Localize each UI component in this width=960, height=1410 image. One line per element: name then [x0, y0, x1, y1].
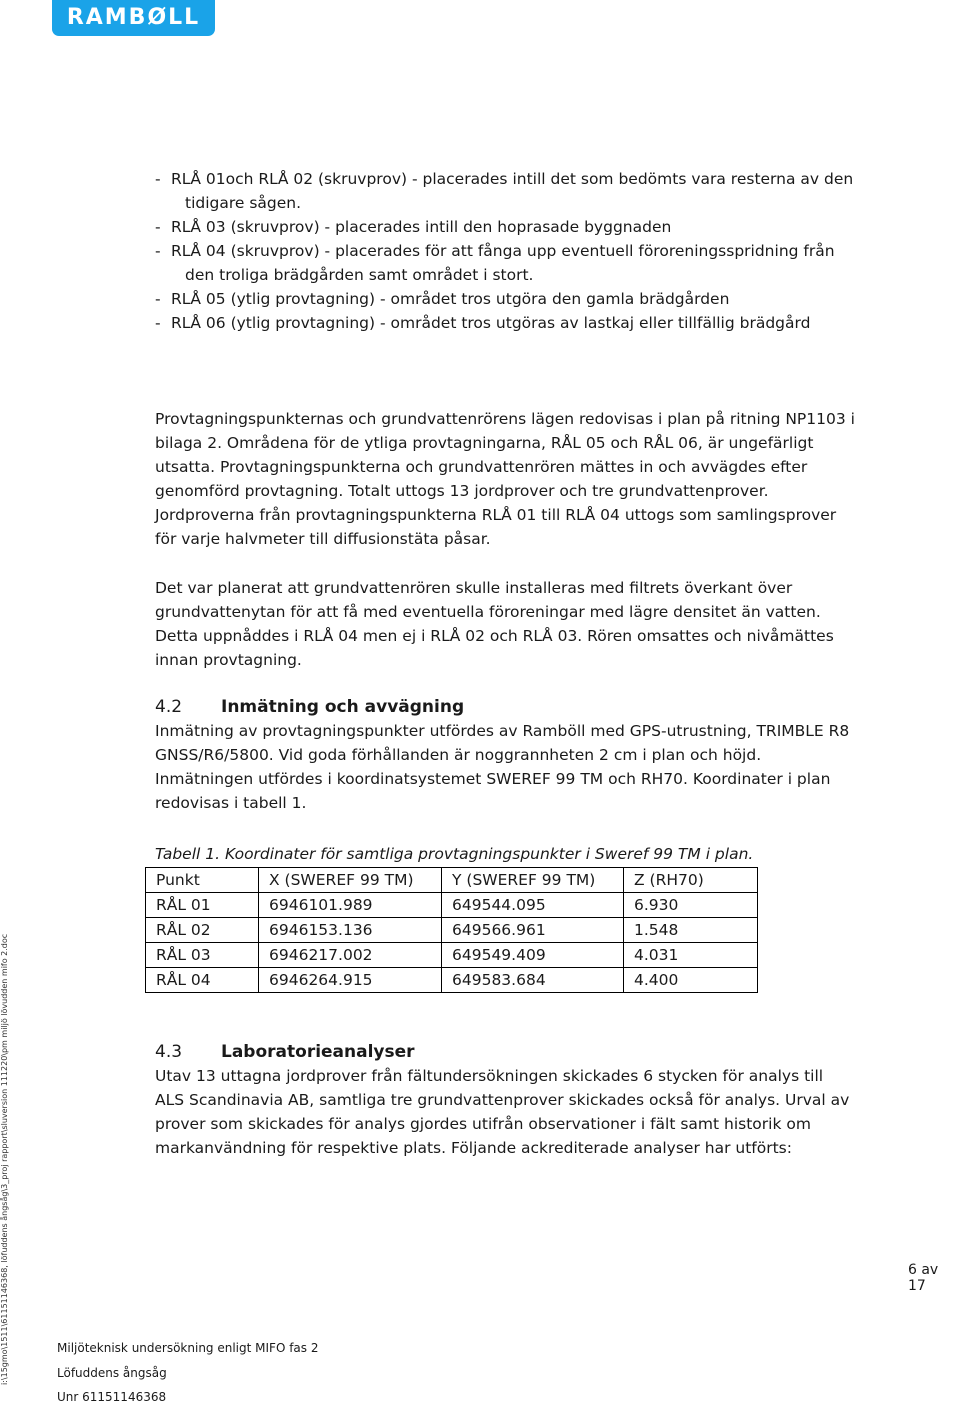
table-cell: 649544.095: [442, 893, 624, 918]
table-row: [146, 943, 758, 968]
table-cell: 649549.409: [442, 943, 624, 968]
list-dash: -: [155, 218, 161, 236]
table-cell: 6946217.002: [259, 943, 442, 968]
coordinates-table: [145, 867, 758, 993]
list-dash: -: [155, 242, 161, 260]
section-title: Laboratorieanalyser: [221, 1042, 415, 1062]
paragraph-groundwater-tubes: Det var planerat att grundvattenrören skulle installeras med filtrets överkant över grundvattenytan för att få med eventuella föroreningar med lägre densitet än vatten. Detta uppnåddes i RLÅ 04 men ej i RLÅ 02 och RLÅ 03. Rören omsattes och nivåmättes innan provtagning.: [155, 579, 834, 669]
table-cell: 1.548: [624, 918, 758, 943]
table-cell: 6946153.136: [259, 918, 442, 943]
list-dash: -: [155, 170, 161, 188]
table-cell: 6946264.915: [259, 968, 442, 993]
list-item-text: RLÅ 05 (ytlig provtagning) - området tros utgöra den gamla brädgården: [171, 290, 730, 308]
list-item: [121, 167, 855, 215]
list-item-text: RLÅ 01och RLÅ 02 (skruvprov) - placerades intill det som bedömts vara resterna av den tidigare sågen.: [171, 170, 854, 212]
section-title: Inmätning och avvägning: [221, 697, 465, 717]
table-caption: Tabell 1. Koordinater för samtliga provtagningspunkter i Sweref 99 TM i plan.: [155, 845, 754, 863]
ramboll-logo: RAMBØLL: [52, 0, 215, 36]
table-cell: RÅL 01: [146, 893, 259, 918]
table-cell: RÅL 04: [146, 968, 259, 993]
paragraph-sampling-points: Provtagningspunkternas och grundvattenrörens lägen redovisas i plan på ritning NP1103 i bilaga 2. Områdena för de ytliga provtagningarna, RÅL 05 och RÅL 06, är ungefärligt utsatta. Provtagningspunkterna och grundvattenrören mättes in och avvägdes efter genomförd provtagning. Totalt uttogs 13 jordprover och tre grundvattenprover. Jordproverna från provtagningspunkterna RLÅ 01 till RLÅ 04 uttogs som samlingsprover för varje halvmeter till diffusionstäta påsar.: [155, 410, 855, 548]
list-dash: -: [155, 290, 161, 308]
section-4-3: [155, 1040, 855, 1160]
table-cell: RÅL 03: [146, 943, 259, 968]
table-header-cell: Y (SWEREF 99 TM): [442, 868, 624, 893]
section-number: 4.2: [155, 697, 183, 717]
bullet-list: [155, 167, 855, 335]
list-item: [121, 311, 855, 335]
table-header-row: [146, 868, 758, 893]
page-number: 6 av 17: [908, 1262, 939, 1294]
table-header-cell: Z (RH70): [624, 868, 758, 893]
file-path-margin-text: i:\15gmo\1511\61151146368, löfuddens ångsåg\3_proj rapport\sluversion 111220\pm miljö lövudden mifo 2.doc: [0, 933, 9, 1385]
table-cell: 649583.684: [442, 968, 624, 993]
section-number: 4.3: [155, 1042, 183, 1062]
table-cell: 6.930: [624, 893, 758, 918]
table-cell: 649566.961: [442, 918, 624, 943]
list-item: [121, 239, 855, 287]
list-item: [121, 215, 855, 239]
table-cell: 4.400: [624, 968, 758, 993]
footer-report-title: Miljöteknisk undersökning enligt MIFO fas 2: [57, 1341, 319, 1355]
section-heading: [155, 1040, 855, 1064]
list-item: [121, 287, 855, 311]
list-item-text: RLÅ 03 (skruvprov) - placerades intill den hoprasade byggnaden: [171, 218, 672, 236]
list-dash: -: [155, 314, 161, 332]
table-row: [146, 918, 758, 943]
table-header-cell: X (SWEREF 99 TM): [259, 868, 442, 893]
section-heading: [155, 695, 855, 719]
list-item-text: RLÅ 06 (ytlig provtagning) - området tros utgöras av lastkaj eller tillfällig brädgård: [171, 314, 811, 332]
list-item-text: RLÅ 04 (skruvprov) - placerades för att fånga upp eventuell föroreningsspridning från den troliga brädgården samt området i stort.: [171, 242, 835, 284]
table-row: [146, 968, 758, 993]
table-cell: 4.031: [624, 943, 758, 968]
table-cell: RÅL 02: [146, 918, 259, 943]
footer-project-number: Unr 61151146368: [57, 1390, 167, 1404]
table-header-cell: Punkt: [146, 868, 259, 893]
footer: [57, 1336, 318, 1410]
table-row: [146, 893, 758, 918]
footer-project-name: Löfuddens ångsåg: [57, 1365, 167, 1380]
section-4-2: [155, 695, 855, 815]
table-cell: 6946101.989: [259, 893, 442, 918]
section-body: Utav 13 uttagna jordprover från fältundersökningen skickades 6 stycken för analys till ALS Scandinavia AB, samtliga tre grundvattenprover skickades också för analys. Urval av prover som skickades för analys gjordes utifrån observationer i fält samt historik om markanvändning för respektive plats. Följande ackrediterade analyser har utförts:: [155, 1067, 850, 1157]
section-body: Inmätning av provtagningspunkter utfördes av Ramböll med GPS-utrustning, TRIMBLE R8 GNSS/R6/5800. Vid goda förhållanden är noggrannheten 2 cm i plan och höjd. Inmätningen utfördes i koordinatsystemet SWEREF 99 TM och RH70. Koordinater i plan redovisas i tabell 1.: [155, 722, 850, 812]
